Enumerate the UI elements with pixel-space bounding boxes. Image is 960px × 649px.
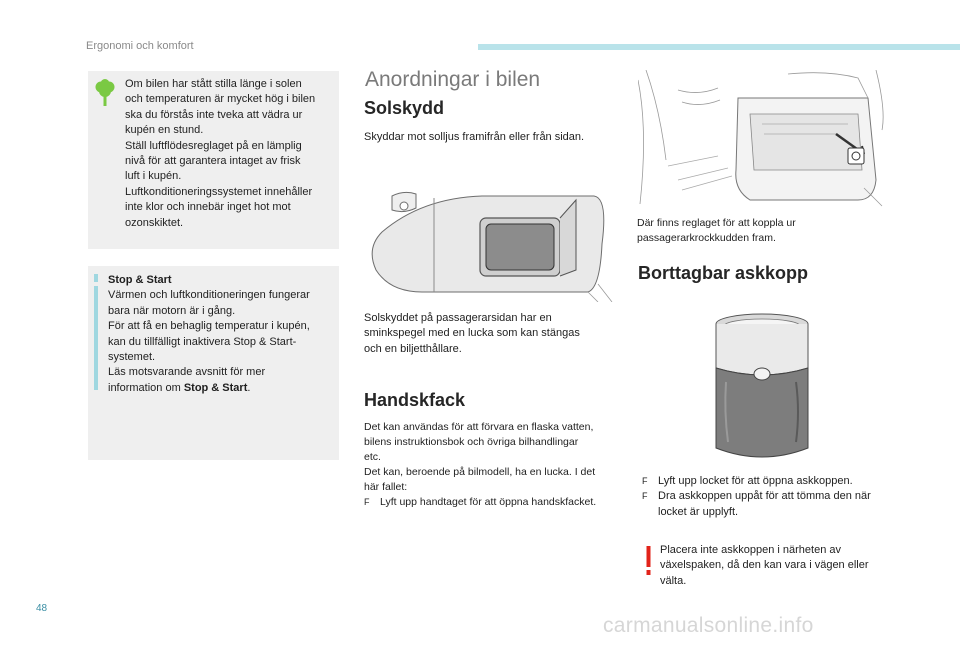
glovebox-illustration — [638, 70, 892, 210]
solskydd-intro: Skyddar mot solljus framifrån eller från sidan. — [364, 131, 585, 143]
askkopp-bullet — [642, 474, 892, 489]
handskfack-text — [364, 420, 626, 510]
askkopp-instructions — [642, 474, 892, 520]
warning-text — [660, 543, 900, 589]
tip-line: ozonskiktet. — [125, 216, 184, 229]
askkopp-bullet — [642, 489, 892, 520]
reglaget-text — [637, 216, 897, 246]
caption-line: sminkspegel med en lucka som kan stängas — [364, 327, 580, 340]
caption-line: och en biljetthållare. — [364, 342, 462, 355]
tip-line: nivå för att garantera intaget av frisk — [125, 155, 301, 168]
tree-icon — [95, 79, 115, 107]
handskfack-line: etc. — [364, 451, 381, 463]
info-line: kan du tillfälligt inaktivera Stop & Start- — [108, 335, 297, 348]
warning-line: välta. — [660, 574, 687, 587]
tip-line: kupén en stund. — [125, 124, 204, 137]
info-title: Stop & Start — [108, 274, 172, 286]
info-last-bold: Stop & Start — [183, 381, 248, 394]
tip-box — [88, 71, 339, 249]
bullet-text — [658, 489, 871, 520]
tip-line: Ställ luftflödesreglaget på en lämplig — [125, 139, 302, 152]
ashtray-illustration — [712, 312, 812, 462]
info-text — [108, 273, 336, 396]
bullet-text-line: locket är upplyft. — [658, 505, 739, 518]
page-number: 48 — [36, 603, 48, 614]
handskfack-line: här fallet: — [364, 481, 408, 493]
info-box — [88, 266, 339, 460]
info-last-prefix: information om — [108, 381, 184, 394]
sun-visor-illustration — [362, 184, 618, 302]
solskydd-caption — [364, 311, 614, 357]
heading-handskfack: Handskfack — [364, 390, 466, 410]
warning-icon — [646, 546, 651, 576]
info-line-last — [108, 381, 336, 396]
tip-line: och temperaturen är mycket hög i bilen — [125, 93, 316, 106]
bullet-text: Lyft upp handtaget för att öppna handskfacket. — [380, 496, 597, 508]
info-line: Värmen och luftkonditioneringen fungerar — [108, 289, 310, 302]
tip-line: luft i kupén. — [125, 170, 182, 183]
section-title: Anordningar i bilen — [365, 68, 541, 91]
info-line: systemet. — [108, 351, 156, 364]
running-header: Ergonomi och komfort — [86, 40, 194, 52]
info-marker-icon — [94, 274, 98, 390]
heading-solskydd: Solskydd — [364, 98, 445, 118]
info-line: Läs motsvarande avsnitt för mer — [108, 366, 266, 379]
handskfack-line: Det kan användas för att förvara en flaska vatten, — [364, 421, 594, 433]
handskfack-bullet — [364, 495, 626, 510]
handskfack-line: bilens instruktionsbok och övriga bilhandlingar — [364, 436, 579, 448]
tip-line: Luftkonditioneringssystemet innehåller — [125, 185, 313, 198]
tip-line: ska du förstås inte tveka att vädra ur — [125, 108, 303, 121]
warning-line: växelspaken, då den kan vara i vägen eller — [660, 559, 869, 572]
header-accent-bar — [478, 44, 960, 50]
info-line: bara när motorn är i gång. — [108, 304, 236, 317]
watermark: carmanualsonline.info — [603, 614, 814, 637]
bullet-text-line: Dra askkoppen uppåt för att tömma den när — [658, 490, 871, 503]
caption-line: Solskyddet på passagerarsidan har en — [364, 312, 552, 324]
info-last-suffix: . — [247, 381, 251, 394]
reglaget-line: passagerarkrockkudden fram. — [637, 232, 776, 244]
handskfack-line: Det kan, beroende på bilmodell, ha en lucka. I det — [364, 466, 596, 478]
tip-line: inte klor och innebär inget hot mot — [125, 201, 291, 214]
tip-text — [125, 77, 337, 231]
reglaget-line: Där finns reglaget för att koppla ur — [637, 217, 796, 229]
info-line: För att få en behaglig temperatur i kupén, — [108, 320, 310, 333]
bullet-marker: F — [642, 491, 648, 502]
bullet-marker: F — [364, 497, 370, 507]
bullet-text: Lyft upp locket för att öppna askkoppen. — [658, 475, 853, 487]
bullet-marker: F — [642, 476, 648, 486]
heading-askkopp: Borttagbar askkopp — [638, 263, 809, 283]
warning-line: Placera inte askkoppen i närheten av — [660, 544, 842, 556]
tip-line: Om bilen har stått stilla länge i solen — [125, 78, 302, 90]
